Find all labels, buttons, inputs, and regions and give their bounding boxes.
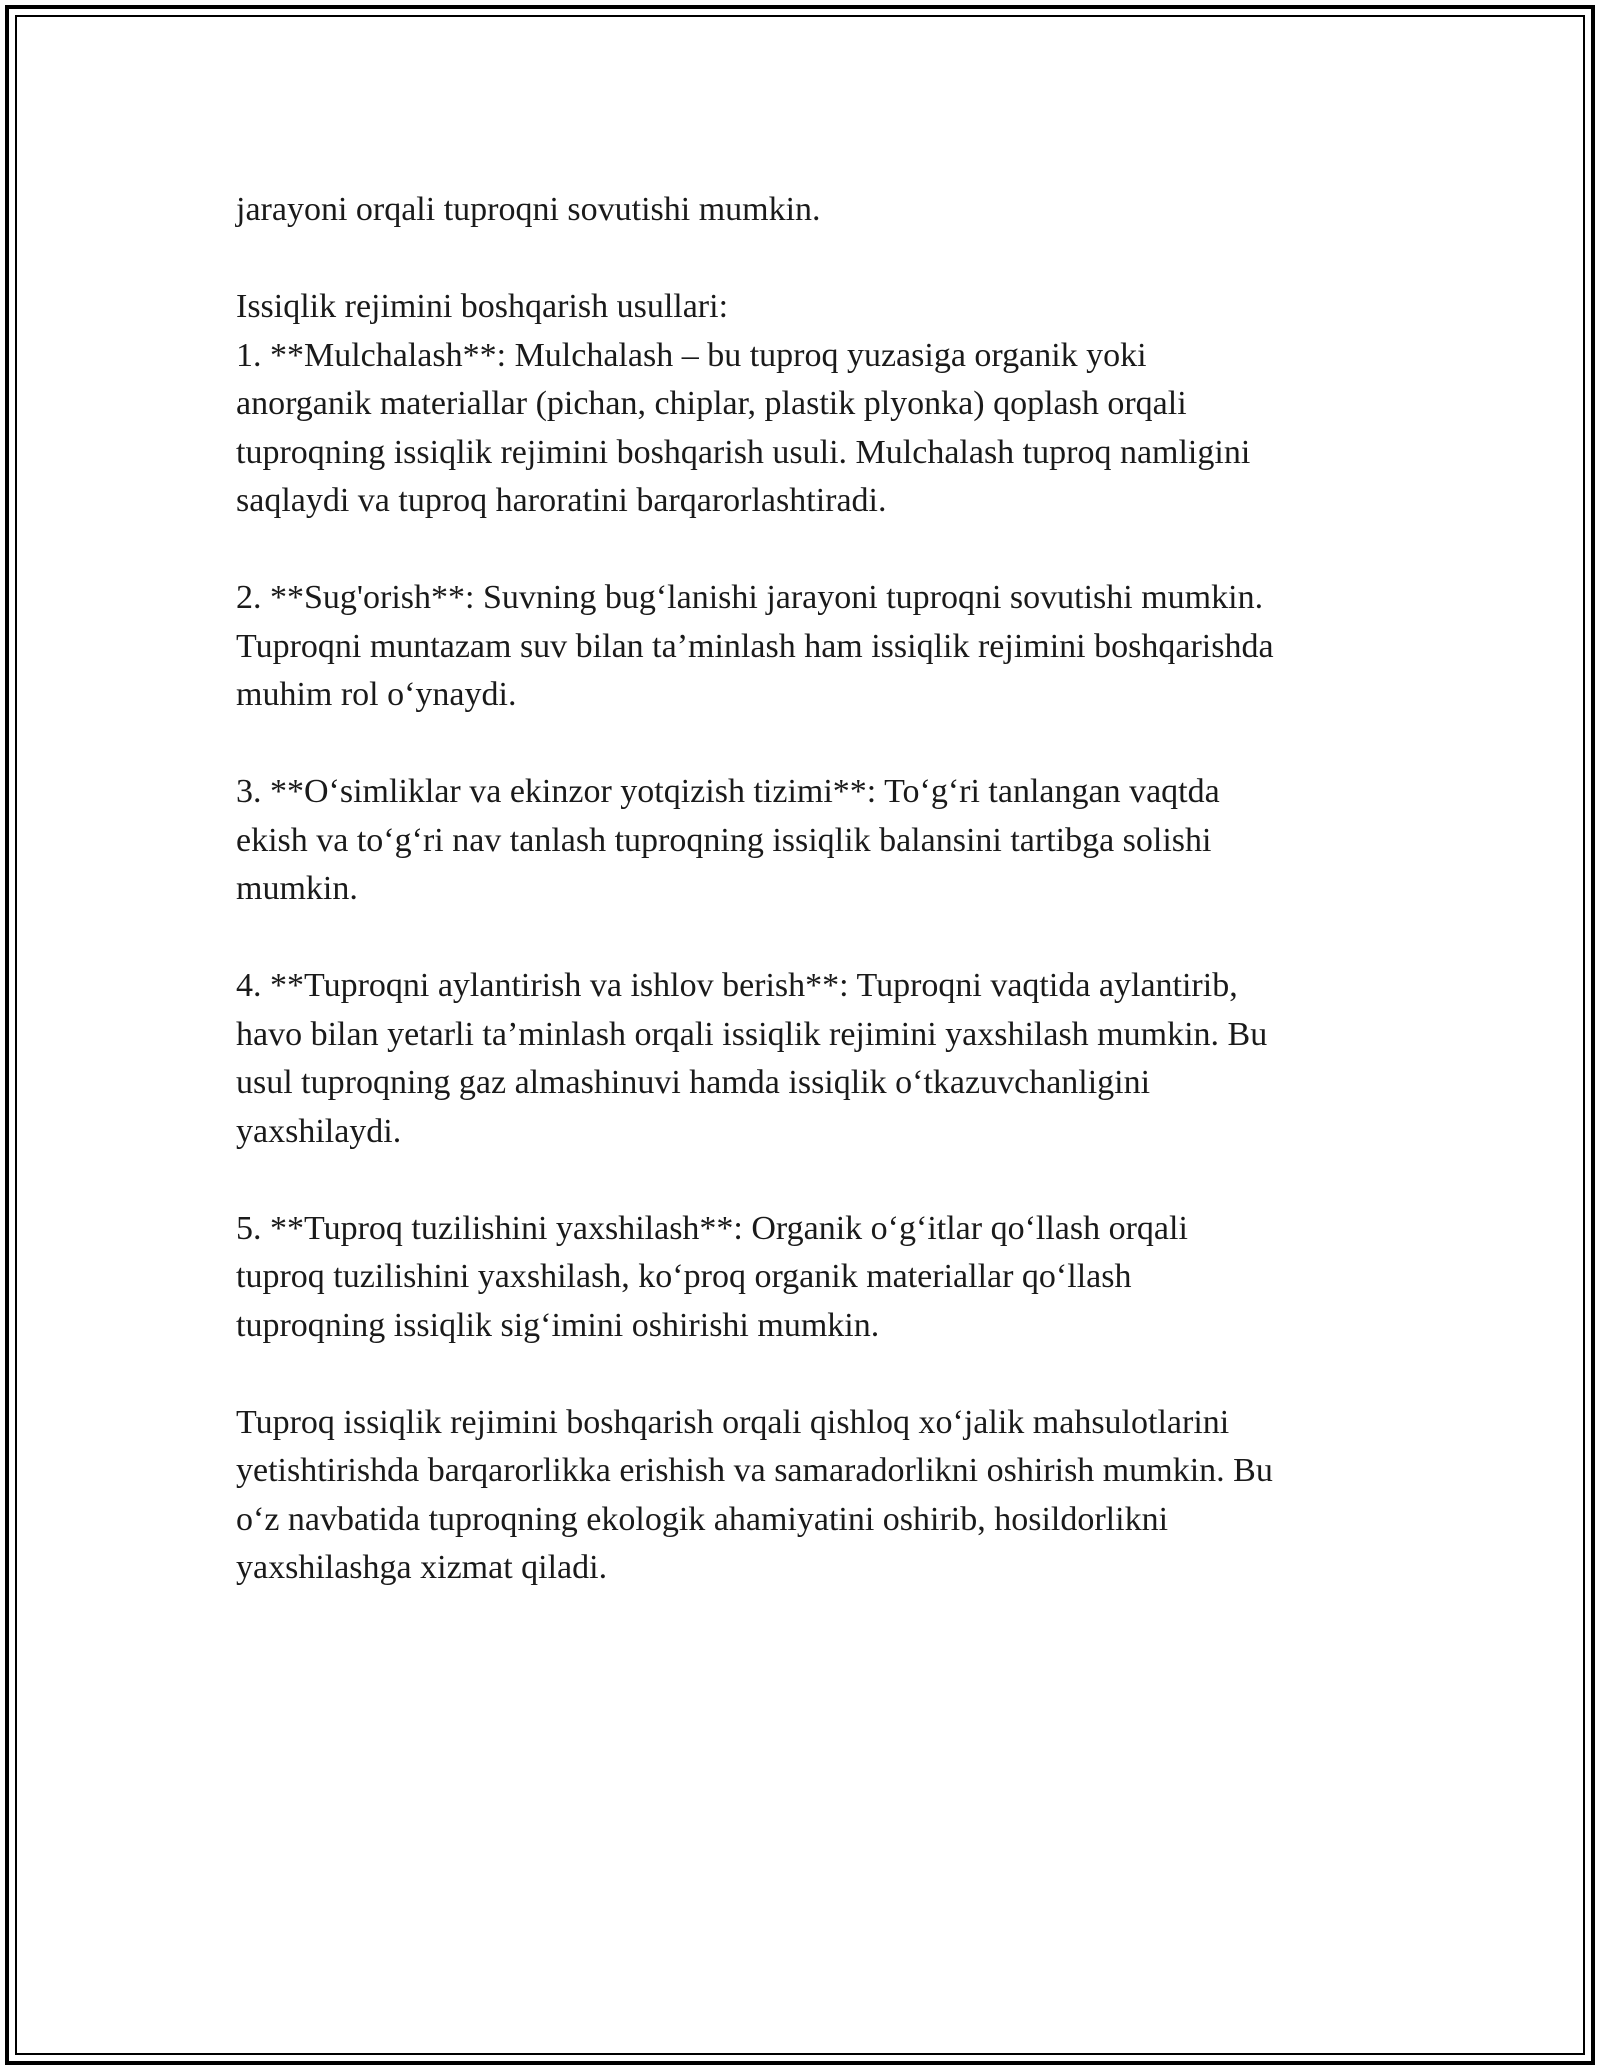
conclusion-paragraph: Tuproq issiqlik rejimini boshqarish orqali qishloq xo‘jalik mahsulotlarini yetishtirishda barqarorlikka erishish va samaradorlikni oshirish mumkin. Bu o‘z navbatida tuproqning ekologik ahamiyatini oshirib, hosildorlikni yaxshilashga xizmat qiladi. xyxy=(236,1403,1273,1586)
list-item-mulchalash: 1. **Mulchalash**: Mulchalash – bu tuproq yuzasiga organik yoki anorganik materiallar (pichan, chiplar, plastik plyonka) qoplash orqali tuproqning issiqlik rejimini boshqarish usuli. Mulchalash tuproq namligini saqlaydi va tuproq haroratini barqarorlashtiradi. xyxy=(236,336,1251,519)
list-item-sugorish: 2. **Sug'orish**: Suvning bug‘lanishi jarayoni tuproqni sovutishi mumkin. Tuproqni muntazam suv bilan ta’minlash ham issiqlik rejimini boshqarishda muhim rol o‘ynaydi. xyxy=(236,579,1274,713)
paragraph-spacer xyxy=(236,235,1376,284)
list-item-osimliklar: 3. **O‘simliklar va ekinzor yotqizish tizimi**: To‘g‘ri tanlangan vaqtda ekish va to‘g‘ri nav tanlash tuproqning issiqlik balansini tartibga solishi mumkin. xyxy=(236,773,1220,907)
list-item-tuzilish: 5. **Tuproq tuzilishini yaxshilash**: Organik o‘g‘itlar qo‘llash orqali tuproq tuzilishini yaxshilash, ko‘proq organik materiallar qo‘llash tuproqning issiqlik sig‘imini oshirishi mumkin. xyxy=(236,1209,1188,1344)
list-item-aylantirish: 4. **Tuproqni aylantirish va ishlov berish**: Tuproqni vaqtida aylantirib, havo bilan yetarli ta’minlash orqali issiqlik rejimini yaxshilash mumkin. Bu usul tuproqning gaz almashinuvi hamda issiqlik o‘tkazuvchanligini yaxshilaydi. xyxy=(236,967,1268,1150)
paragraph-spacer xyxy=(236,526,1376,575)
paragraph-spacer xyxy=(236,720,1376,769)
paragraph-spacer xyxy=(236,1156,1376,1205)
continuation-paragraph: jarayoni orqali tuproqni sovutishi mumkin. xyxy=(236,191,821,228)
document-body xyxy=(236,186,1376,1593)
methods-heading: Issiqlik rejimini boshqarish usullari: xyxy=(236,288,729,325)
paragraph-spacer xyxy=(236,914,1376,963)
paragraph-spacer xyxy=(236,1350,1376,1399)
